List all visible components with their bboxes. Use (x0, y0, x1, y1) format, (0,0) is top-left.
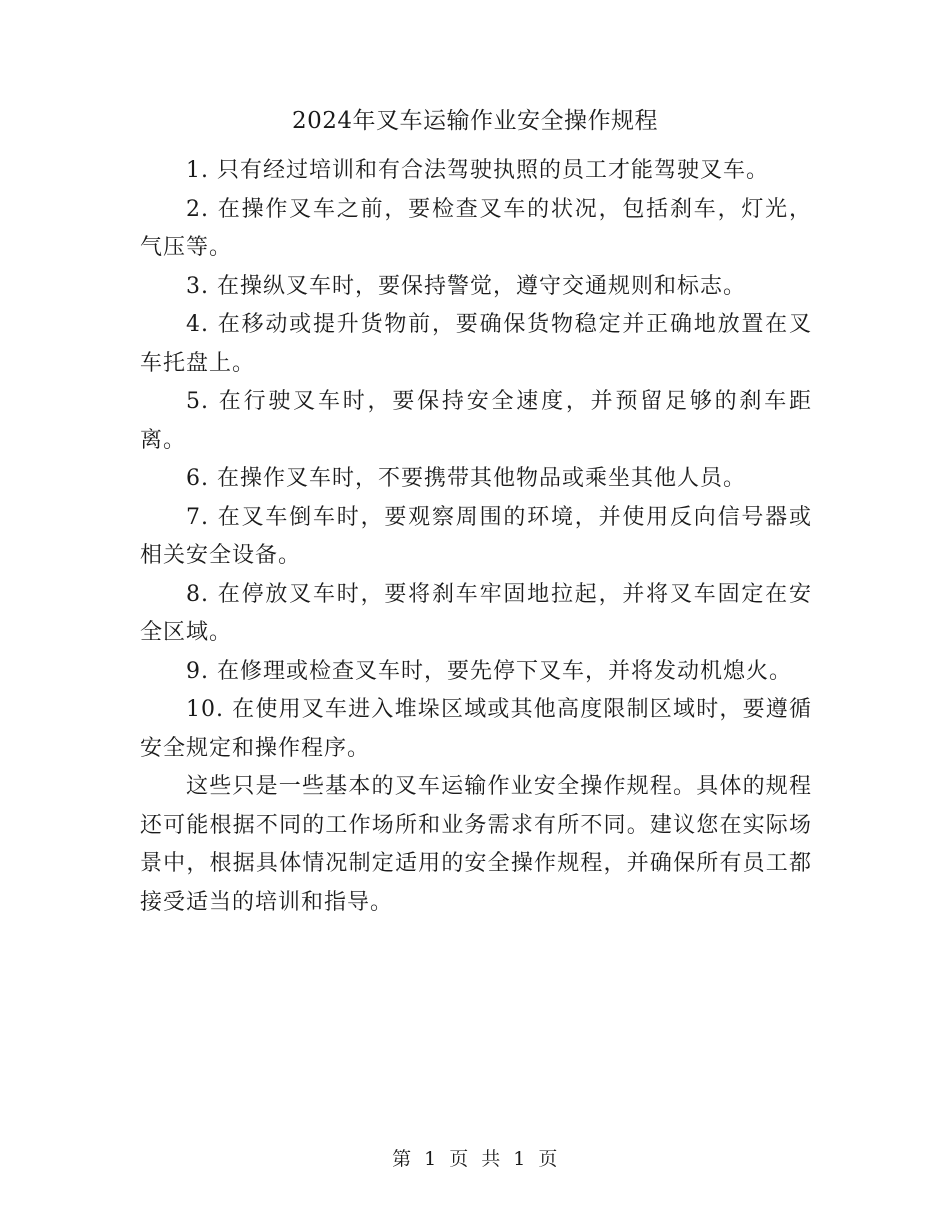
rule-6: 6. 在操作叉车时，不要携带其他物品或乘坐其他人员。 (186, 466, 746, 491)
rule-10: 10. 在使用叉车进入堆垛区域或其他高度限制区域时，要遵循安全规定和操作程序。 (140, 697, 812, 761)
page-footer: 第 1 页 共 1 页 (392, 1148, 558, 1170)
rule-3: 3. 在操纵叉车时，要保持警觉，遵守交通规则和标志。 (186, 273, 746, 299)
document-title: 2024年叉车运输作业安全操作规程 (291, 108, 659, 134)
rule-2: 2. 在操作叉车之前，要检查叉车的状况，包括刹车，灯光，气压等。 (140, 196, 812, 260)
rule-4: 4. 在移动或提升货物前，要确保货物稳定并正确地放置在叉车托盘上。 (140, 312, 812, 376)
rule-9: 9. 在修理或检查叉车时，要先停下叉车，并将发动机熄火。 (186, 658, 792, 684)
rule-1: 1. 只有经过培训和有合法驾驶执照的员工才能驾驶叉车。 (186, 158, 769, 183)
rule-7: 7. 在叉车倒车时，要观察周围的环境，并使用反向信号器或相关安全设备。 (140, 504, 812, 568)
rule-5: 5. 在行驶叉车时，要保持安全速度，并预留足够的刹车距离。 (140, 389, 812, 453)
document-body (140, 152, 812, 922)
closing-paragraph: 这些只是一些基本的叉车运输作业安全操作规程。具体的规程还可能根据不同的工作场所和业务需求有所不同。建议您在实际场景中，根据具体情况制定适用的安全操作规程，并确保所有员工都接受适当的培训和指导。 (140, 774, 812, 915)
rule-8: 8. 在停放叉车时，要将刹车牢固地拉起，并将叉车固定在安全区域。 (140, 581, 812, 645)
